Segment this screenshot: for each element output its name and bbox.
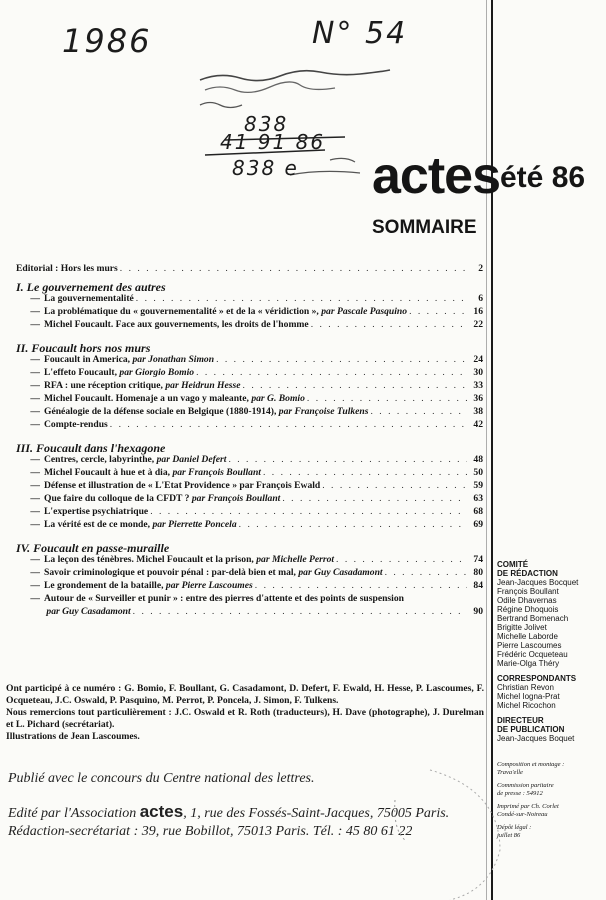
entry-title: La problématique du « gouvernementalité » et de la « véridiction », [44,307,319,317]
comite-member: Michelle Laborde [497,632,558,641]
directeur-title: DIRECTEUR [497,716,544,725]
handwritten-line-2: 41 91 86 [220,130,326,154]
entry-dash: — [30,594,40,604]
leader-dots [385,568,467,578]
footer-publisher-prefix: Edité par l'Association [8,806,137,821]
leader-dots [136,294,467,304]
toc-entry [16,368,483,381]
entry-page: 59 [473,481,483,491]
correspondant: Michel Iogna-Prat [497,692,560,701]
entry-author: par Pascale Pasquino [321,307,408,317]
entry-title: L'effeto Foucault, [44,368,118,378]
entry-title: Michel Foucault à hue et à dia, [44,468,171,478]
leader-dots [120,264,467,274]
handwritten-line-3: 838 e [232,156,299,180]
leader-dots [336,555,467,565]
toc-entry [16,407,483,420]
footer-brand: actes [139,802,184,821]
entry-author: par François Boullant [191,494,281,504]
entry-page: 42 [473,420,483,430]
entry-author: par G. Bomio [251,394,305,404]
leader-dots [196,368,467,378]
entry-page: 33 [473,381,483,391]
legal-deposit-value: juillet 86 [497,831,521,839]
toc-entry [16,381,483,394]
entry-author: par Guy Casadamont [46,607,131,617]
entry-dash: — [30,455,40,465]
toc-entry [16,420,483,433]
entry-page: 69 [473,520,483,530]
entry-page: 84 [473,581,483,591]
leader-dots [282,494,467,504]
leader-dots [150,507,467,517]
toc-entry [16,481,483,494]
entry-title: Foucault in America, [44,355,131,365]
commission-value: de presse : 54912 [497,789,543,797]
leader-dots [239,520,467,530]
entry-page: 80 [473,568,483,578]
composition-label: Composition et montage : [497,761,565,768]
entry-title: Michel Foucault. Homenaje a un vago y maleante, [44,394,249,404]
entry-title: Le grondement de la bataille, [44,581,164,591]
leader-dots [409,307,467,317]
leader-dots [110,420,467,430]
participants-text: Ont participé à ce numéro : G. Bomio, F. Boullant, G. Casadamont, D. Defert, F. Ewald, H. Hesse, P. Lascoumes, F. Ocqueteau, J.C. Oswald, P. Pasquino, M. Perrot, P. Poncela, J. Simon, F. Tulkens. [6,683,484,706]
entry-author: par Guy Casadamont [298,568,383,578]
toc-entry [16,320,483,333]
entry-dash: — [30,407,40,417]
entry-title: Généalogie de la défense sociale en Belgique (1880-1914), [44,407,277,417]
comite-member: François Boullant [497,587,559,596]
section-title: IV. Foucault en passe-muraille [16,541,170,555]
entry-title: Défense et illustration de « L'Etat Providence » par François Ewald [44,481,321,491]
comite-member: Jean-Jacques Bocquet [497,578,579,587]
section-title: II. Foucault hors nos murs [16,341,151,355]
entry-dash: — [30,307,40,317]
footer-publisher-address: , 1, rue des Fossés-Saint-Jacques, 75005 Paris. [183,806,450,821]
entry-author: par François Boullant [172,468,261,478]
toc-entry [16,394,483,407]
entry-dash: — [30,507,40,517]
comite-member: Bertrand Bomenach [497,614,569,623]
entry-page: 74 [473,555,483,565]
entry-page: 63 [473,494,483,504]
entry-title: Compte-rendus [44,420,108,430]
toc-entry [16,594,483,607]
illustrations-text: Illustrations de Jean Lascoumes. [6,731,140,742]
thanks-text: Nous remercions tout particulièrement : J.C. Oswald et R. Roth (traducteurs), H. Dave (photographe), J. Durelman et L. Pichard (secrétariat). [6,707,484,730]
printer-label: Imprimé par Ch. Corlet [497,803,559,810]
commission-label: Commission paritaire [497,782,554,789]
directeur-name: Jean-Jacques Boquet [497,734,575,743]
entry-title: Centres, cercle, labyrinthe, [44,455,155,465]
table-of-contents [16,264,483,620]
correspondants-list [497,683,605,710]
leader-dots [322,481,467,491]
entry-page: 68 [473,507,483,517]
entry-title: Que faire du colloque de la CFDT ? [44,494,190,504]
entry-page: 30 [473,368,483,378]
comite-member: Marie-Olga Théry [497,659,560,668]
toc-entry [16,355,483,368]
comite-member: Pierre Lascoumes [497,641,562,650]
composition-value: Trava'elle [497,768,523,776]
entry-title: La vérité est de ce monde, [44,520,151,530]
toc-entry [16,520,483,533]
section-title: III. Foucault dans l'hexagone [16,441,166,455]
issue-label: été 86 [500,161,586,194]
toc-entry [16,307,483,320]
entry-author: par Pierre Lascoumes [165,581,253,591]
entry-author: par Michelle Perrot [256,555,335,565]
handwritten-line-1: 838 [244,112,289,136]
entry-page: 90 [473,607,483,617]
comite-member: Odile Dhavernas [497,596,557,605]
entry-author: par Daniel Defert [156,455,227,465]
entry-page: 6 [478,294,483,304]
comite-title-2: DE RÉDACTION [497,569,558,578]
entry-dash: — [30,581,40,591]
entry-dash: — [30,468,40,478]
entry-author: par Pierrette Poncela [152,520,237,530]
entry-title: RFA : une réception critique, [44,381,163,391]
comite-list [497,578,605,668]
leader-dots [263,468,467,478]
toc-entry [16,507,483,520]
correspondant: Christian Revon [497,683,554,692]
entry-dash: — [30,555,40,565]
entry-title: Michel Foucault. Face aux gouvernements, les droits de l'homme [44,320,309,330]
toc-sections [16,280,483,620]
toc-entry [16,607,483,620]
legal-deposit-label: Dépôt légal : [497,824,532,831]
leader-dots [216,355,467,365]
entry-dash: — [30,394,40,404]
entry-page: 50 [473,468,483,478]
comite-member: Régine Dhoquois [497,605,559,614]
handwritten-number: N° 54 [312,16,408,51]
entry-dash: — [30,381,40,391]
footer-support-line: Publié avec le concours du Centre national des lettres. [8,771,315,786]
leader-dots [371,407,468,417]
leader-dots [243,381,467,391]
entry-title: Autour de « Surveiller et punir » : entre des pierres d'attente et des points de suspension [44,594,404,604]
handwritten-year: 1986 [62,22,152,60]
credits-block [6,683,484,743]
section-title: I. Le gouvernement des autres [16,280,166,294]
leader-dots [255,581,467,591]
toc-editorial [16,264,483,277]
comite-title: COMITÉ [497,560,529,569]
entry-author: par Jonathan Simon [132,355,215,365]
toc-editorial-text: Editorial : Hors les murs [16,264,118,274]
editorial-board [497,560,605,839]
entry-dash: — [30,420,40,430]
entry-page: 36 [473,394,483,404]
entry-dash: — [30,294,40,304]
entry-dash: — [30,355,40,365]
toc-entry [16,555,483,568]
entry-page: 38 [473,407,483,417]
leader-dots [311,320,467,330]
toc-entry [16,294,483,307]
correspondant: Michel Ricochon [497,701,556,710]
entry-dash: — [30,320,40,330]
leader-dots [228,455,467,465]
toc-entry [16,455,483,468]
entry-author: par Françoise Tulkens [278,407,369,417]
entry-title: La gouvernementalité [44,294,134,304]
toc-editorial-page: 2 [478,264,483,274]
contents-heading: SOMMAIRE [372,217,477,238]
entry-dash: — [30,568,40,578]
entry-page: 16 [473,307,483,317]
printer-place: Condé-sur-Noireau [497,810,548,818]
correspondants-title: CORRESPONDANTS [497,674,577,683]
comite-member: Brigitte Jolivet [497,623,547,632]
entry-dash: — [30,520,40,530]
comite-member: Frédéric Ocqueteau [497,650,568,659]
entry-dash: — [30,481,40,491]
entry-page: 22 [473,320,483,330]
entry-page: 24 [473,355,483,365]
leader-dots [133,607,467,617]
entry-title: L'expertise psychiatrique [44,507,149,517]
toc-entry [16,568,483,581]
toc-entry [16,468,483,481]
toc-entry [16,494,483,507]
directeur-title-2: DE PUBLICATION [497,725,565,734]
masthead-title: actes [372,147,500,205]
entry-title: La leçon des ténèbres. Michel Foucault et la prison, [44,555,254,565]
entry-author: par Giorgio Bomio [119,368,195,378]
toc-entry [16,581,483,594]
entry-page: 48 [473,455,483,465]
entry-dash: — [30,494,40,504]
entry-title: Savoir criminologique et pouvoir pénal : par-delà bien et mal, [44,568,296,578]
entry-dash: — [30,368,40,378]
footer-publisher-line [8,802,449,822]
entry-author: par Heidrun Hesse [165,381,241,391]
leader-dots [307,394,467,404]
footer-secretariat-line: Rédaction-secrétariat : 39, rue Bobillot, 75013 Paris. Tél. : 45 80 61 22 [8,824,413,839]
